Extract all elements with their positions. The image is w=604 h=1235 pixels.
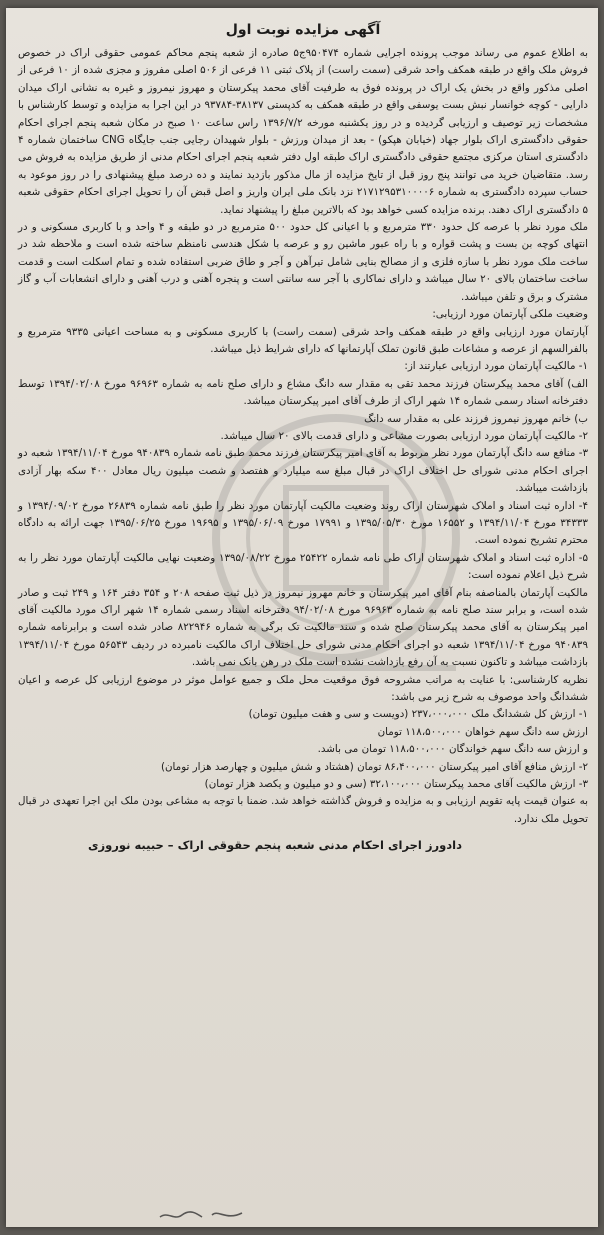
ownership-item-4: ۴- اداره ثبت اسناد و املاک شهرستان اراک روند وضعیت مالکیت آپارتمان مورد نظر را طبق نامه شماره ۲۶۸۳۹ مورخ ۱۳۹۴/۰۹/۰۲ و ۳۴۳۳۳ مورخ ۱۳۹۴/۱۱/۰۴ و ۱۶۵۵۲ مورخ ۱۳۹۵/۰۵/۳۰ و ۱۷۹۹۱ مورخ ۱۳۹۵/۰۶/۰۹ و ۱۹۶۹۵ مورخ ۱۳۹۵/۰۶/۲۵ جهت ارائه به دادگاه محترم تشریح نموده است.	[18, 499, 588, 547]
closing-paragraph: به عنوان قیمت پایه تقویم ارزیابی و به مزایده و فروش گذاشته خواهد شد. ضمنا با توجه به مشاعی بودن ملک این اجرا تعهدی در قبال تحویل ملک ندارد.	[18, 795, 588, 825]
value-defendant-share: و ارزش سه دانگ سهم خواندگان ۱۱۸،۵۰۰،۰۰۰ تومان می باشد.	[317, 743, 588, 756]
property-description: ملک مورد نظر با عرصه کل حدود ۳۳۰ مترمربع و با اعیانی کل حدود ۵۰۰ مترمربع در دو طبقه و ۴ واحد و با کاربری مسکونی و در انتهای کوچه بن بست و پشت قواره و با راه عبور ماشین رو و عرصه با شکل هندسی نامنظم ساخته شده است و ملاحظه شد در ساخت ملک مورد نظر با سازه فلزی و از مصالح بنایی شامل تیرآهن و آجر و طاق ضربی استفاده شده و تمام اسکلت است و قدمت ساخت ساختمان بالای ۲۰ سال میباشد و دارای نماکاری با آجر سه سانتی است و پنجره آهنی و درب آهنی و دارای انشعابات آب و گاز مشترک و برق و تلفن میباشد.	[18, 221, 589, 303]
handwritten-mark	[156, 1207, 246, 1223]
ownership-item-a: الف) آقای محمد پیکرستان فرزند محمد تقی به مقدار سه دانگ مشاع و دارای صلح نامه به شماره ۹۶۹۶۳ مورخ ۱۳۹۴/۰۲/۰۸ توسط دفترخانه اسناد رسمی شماره ۱۴ شهر اراک از طرف آقای امیر پیکرستان میباشد.	[18, 377, 588, 408]
ownership-item-2: ۲- مالکیت آپارتمان مورد ارزیابی بصورت مشاعی و دارای قدمت بالای ۲۰ سال میباشد.	[220, 429, 588, 442]
newspaper-clipping	[6, 8, 598, 1227]
value-plaintiff-share: ارزش سه دانگ سهم خواهان ۱۱۸،۵۰۰،۰۰۰ تومان	[377, 725, 588, 738]
ownership-status-heading: وضعیت ملکی آپارتمان مورد ارزیابی:	[432, 308, 588, 321]
value-item-2: ۲- ارزش منافع آقای امیر پیکرستان ۸۶،۴۰۰،۰۰۰ تومان (هشتاد و شش میلیون و چهارصد هزار تومان)	[160, 760, 588, 773]
ownership-item-b: ب) خانم مهروز نیمروز فرزند علی به مقدار سه دانگ	[364, 412, 588, 425]
final-ownership-paragraph: مالکیت آپارتمان بالمناصفه بنام آقای امیر پیکرستان و خانم مهروز نیمروز در ذیل ثبت صفحه ۲۰۸ و ۳۵۴ دفتر ۱۶۴ و ۲۴۹ ثبت و صادر شده است، و برابر سند صلح نامه به شماره ۹۶۹۶۳ مورخ ۹۴/۰۲/۰۸ دفترخانه اسناد رسمی شماره ۱۴ شهر اراک مورد مالکیت آقای امیر پیکرستان به آقای محمد پیکرستان صلح شده و سند مالکیت تک برگی به شماره ۸۲۲۹۴۶ صادر شده است و برابرنامه شماره ۹۴۰۸۳۹ مورخ ۱۳۹۴/۱۱/۰۴ شعبه دو اجرای احکام مدنی شورای حل اختلاف اراک مالکیت نامبرده در ردیف ۵۶۵۴۳ مورخ ۱۳۹۴/۱۱/۰۴ بازداشت میباشد و تاکنون نسبت به آن رفع بازداشت نشده است ملک در رهن بانک نمی باشد.	[18, 586, 588, 669]
value-item-3: ۳- ارزش مالکیت آقای محمد پیکرستان ۳۲،۱۰۰،۰۰۰ (سی و دو میلیون و یکصد هزار تومان)	[204, 778, 588, 791]
ownership-item-1: ۱- مالکیت آپارتمان مورد ارزیابی عبارتند از:	[404, 360, 588, 373]
ownership-item-5: ۵- اداره ثبت اسناد و املاک شهرستان اراک طی نامه شماره ۲۵۴۲۲ مورخ ۱۳۹۵/۰۸/۲۲ وضعیت نهایی مالکیت آپارتمان مورد نظر را به شرح ذیل اعلام نموده است:	[18, 551, 588, 582]
value-item-1: ۱- ارزش کل ششدانگ ملک ۲۳۷،۰۰۰،۰۰۰ (دویست و سی و هفت میلیون تومان)	[248, 708, 588, 721]
apartment-details: آپارتمان مورد ارزیابی واقع در طبقه همکف واحد شرقی (سمت راست) با کاربری مسکونی و به مساحت اعیانی ۹۳۳۵ مترمربع و بالفرالسهم از عرصه و مشاعات طبق قانون تملک آپارتمانها که دارای شرایط ذیل میباشد.	[18, 325, 588, 355]
notice-body	[18, 20, 588, 852]
signature-line: دادورز اجرای احکام مدنی شعبه پنجم حقوقی اراک – حبیبه نوروزی	[88, 838, 462, 853]
notice-title: آگهی مزایده نوبت اول	[225, 22, 381, 38]
intro-paragraph: به اطلاع عموم می رساند موجب پرونده اجرایی شماره ۹۵۰۴۷۴ج۵ صادره از شعبه پنجم محاکم عمومی حقوقی اراک در خصوص فروش ملک واقع در طبقه همکف واحد شرقی (سمت راست) از پلاک ثبتی ۱۱ فرعی از ۵۰۶ اصلی مفروز و مجزی شده از ۱۰ فرعی از اصلی مذکور واقع در بخش یک اراک در پرونده فوق به طرفیت آقای محمد پیکرستان و مهروز نیمروز و غیره به نشانی اراک میدان دارایی - کوچه خوانسار نبش بست یوسفی واقع در طبقه همکف به کدپستی ۳۸۱۳۷-۹۳۷۸۴ در این اجرا به مزایده و توسط کارشناس با مشخصات زیر توصیف و ارزیابی گردیده و در روز یکشنبه مورخه ۱۳۹۶/۷/۲ راس ساعت ۱۰ صبح در مکان شعبه پنجم اجرای احکام حقوقی دادگستری اراک بلوار جهاد (خیابان هپکو) - بعد از میدان ورزش - بلوار شهیدان رجایی جنب جایگاه CNG ساختمان شماره ۴ دادگستری استان مرکزی مجتمع حقوقی دادگستری اراک طبقه اول دفتر شعبه پنجم اجرای احکام مدنی از طریق مزایده به فروش می رسد. متقاضیان خرید می توانند پنج روز قبل از تایخ مزایده از مال مذکور بازدید نمایند و ده درصد مبلغ پیشنهادی را در روز موعود به حساب سپرده دادگستری به شماره ۲۱۷۱۲۹۵۳۱۰۰۰۰۶ نزد بانک ملی ایران واریز و اصل قبض آن را تحویل اجرای احکام حقوقی شعبه ۵ دادگستری اراک دهند. برنده مزایده کسی خواهد بود که بالاترین مبلغ را پیشنهاد نماید.	[18, 47, 589, 216]
expert-opinion: نظریه کارشناسی: با عنایت به مراتب مشروحه فوق موقعیت محل ملک و جمیع عوامل موثر در موضوع ارزیابی کل عرصه و اعیان ششدانگ واحد موصوف به شرح زیر می باشد:	[18, 673, 588, 704]
ownership-item-3: ۳- منافع سه دانگ آپارتمان مورد نظر مربوط به آقای امیر پیکرستان فرزند محمد طبق نامه شماره ۹۴۰۸۳۹ مورخ ۱۳۹۴/۱۱/۰۴ شعبه دو اجرای احکام مدنی شورای حل اختلاف اراک در قبال مبلغ سه میلیارد و هفتصد و شصت میلیون ریال معادل ۴۰۰ سکه بهار آزادی بازداشت میباشد.	[18, 447, 588, 495]
